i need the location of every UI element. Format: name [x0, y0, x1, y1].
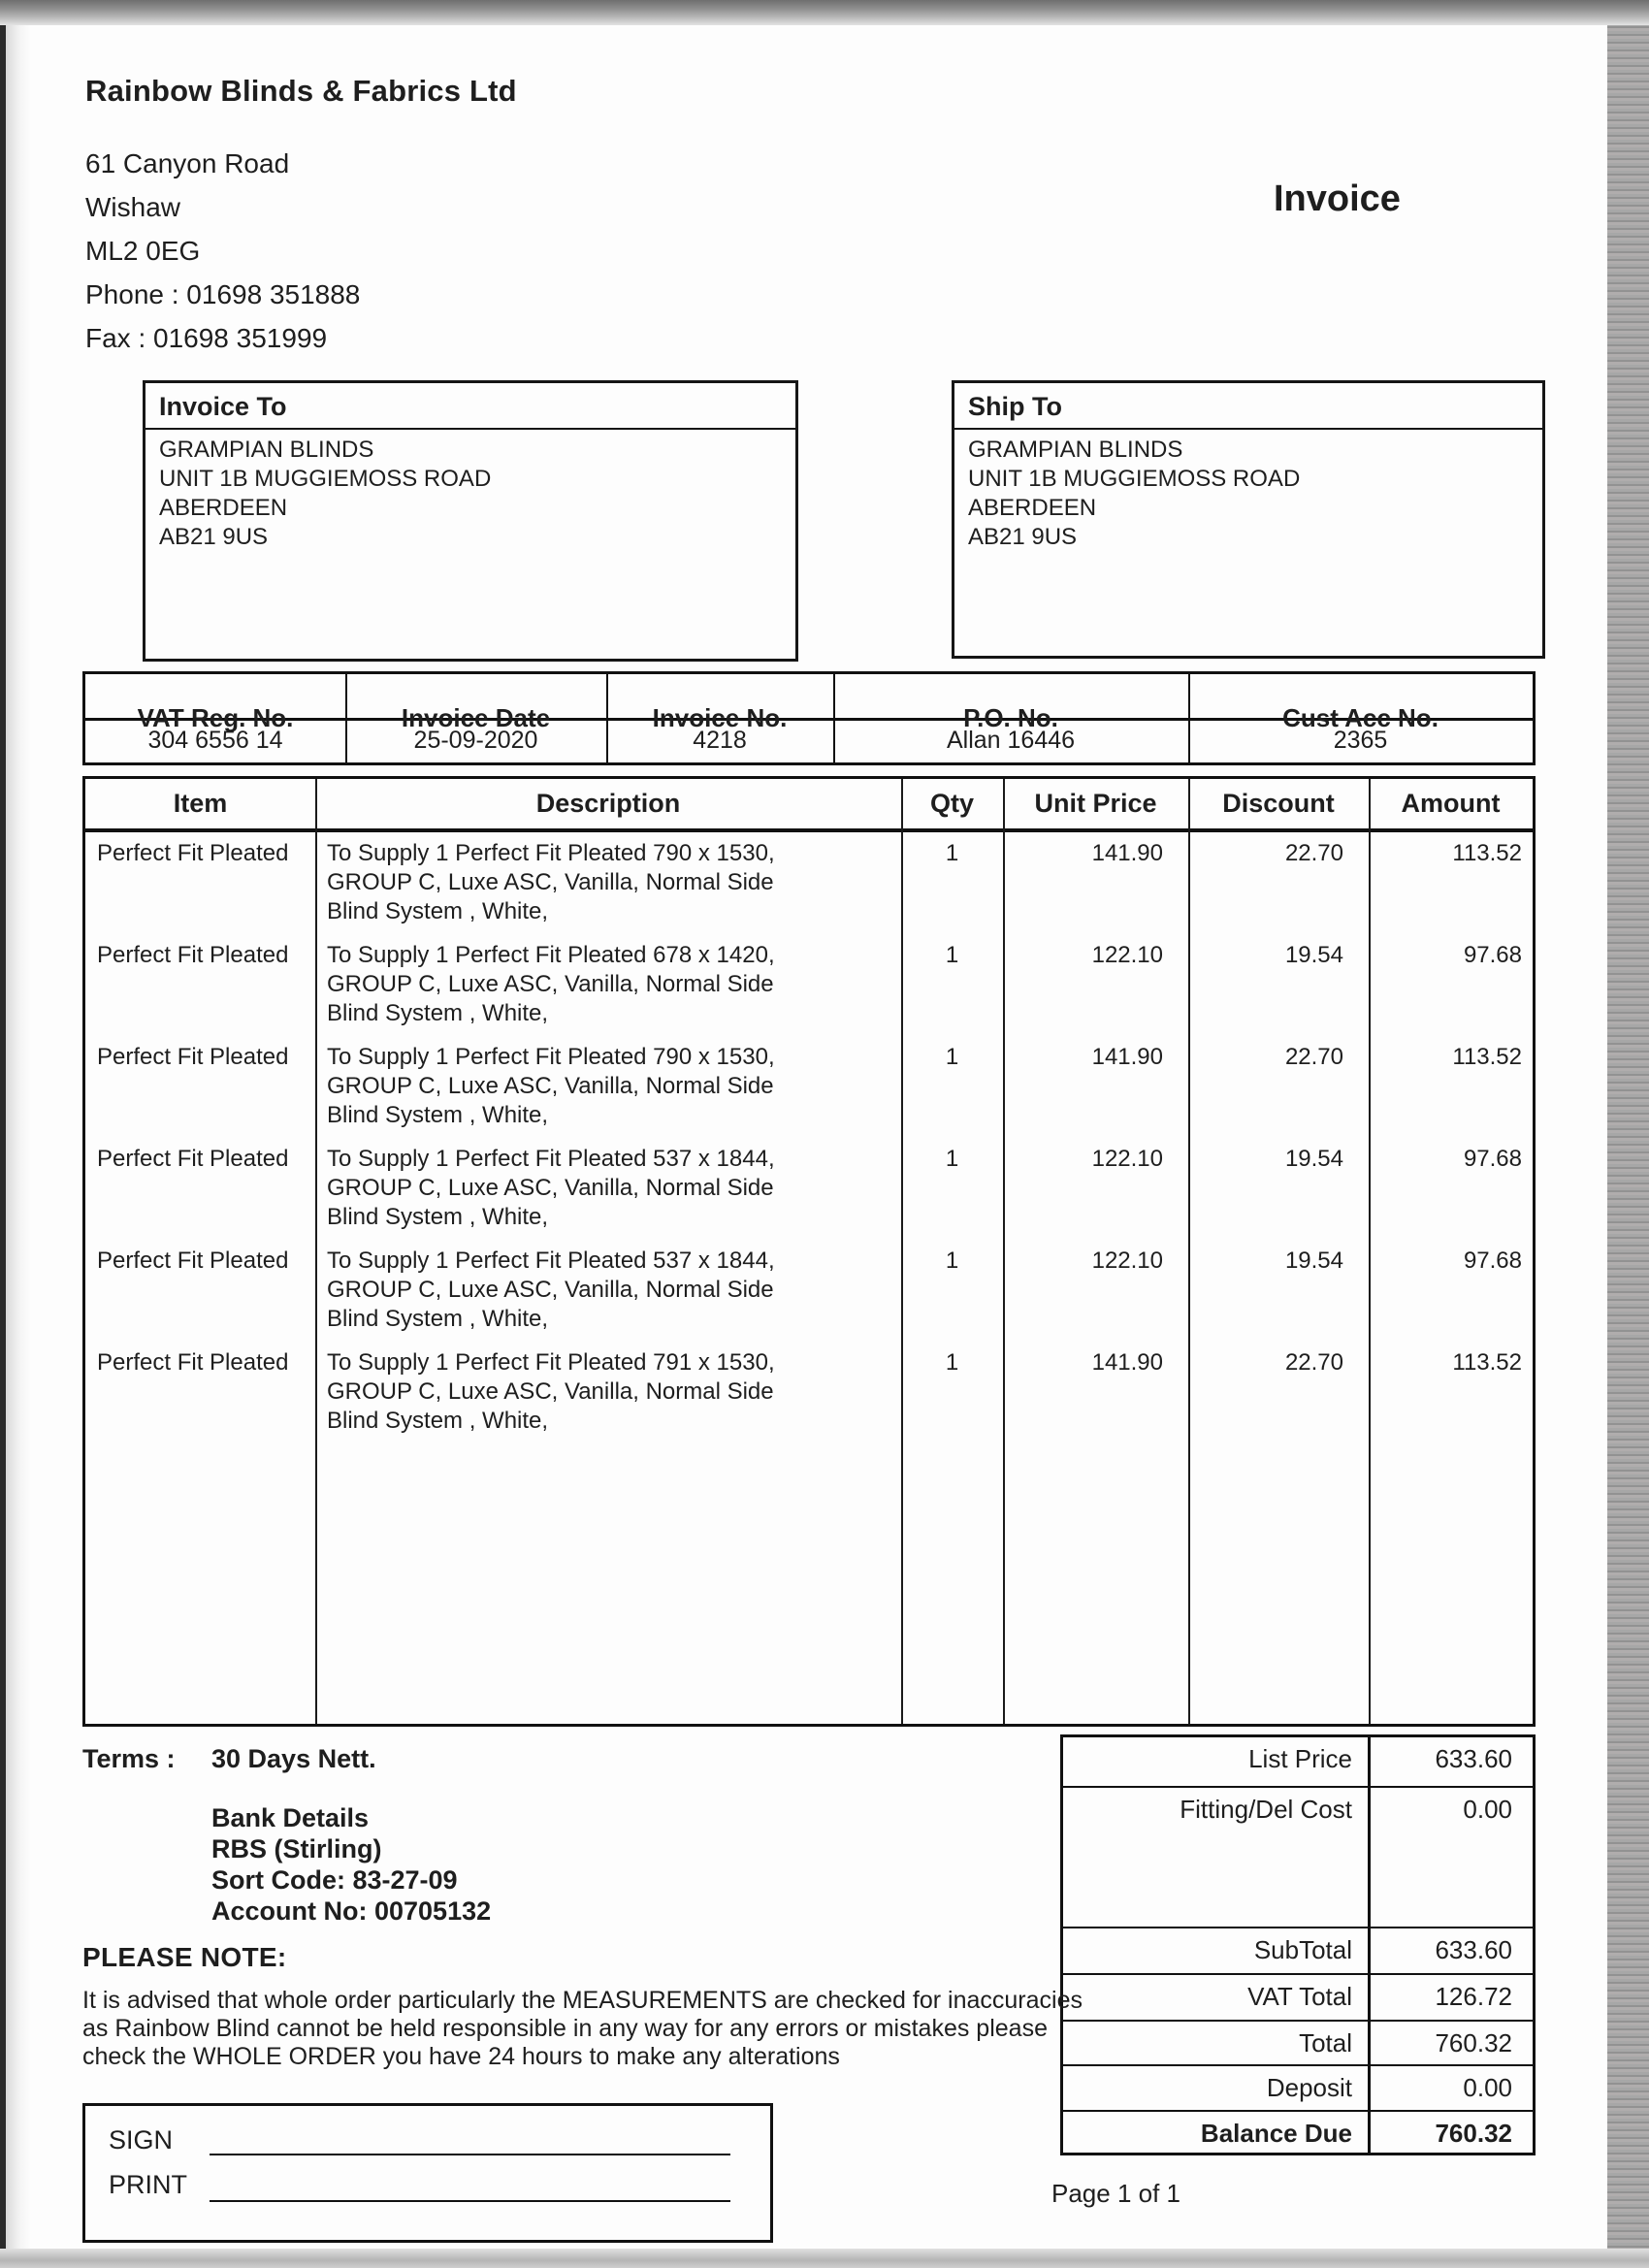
signature-box	[82, 2103, 773, 2243]
item-qty: 1	[945, 942, 959, 968]
item-description: To Supply 1 Perfect Fit Pleated 678 x 1420, GROUP C, Luxe ASC, Vanilla, Normal Side Blind System , White,	[327, 942, 775, 1026]
meta-value-vat-reg: 304 6556 14	[147, 726, 283, 754]
item-description: To Supply 1 Perfect Fit Pleated 537 x 1844, GROUP C, Luxe ASC, Vanilla, Normal Side Blind System , White,	[327, 1146, 775, 1230]
scan-edge-left-fade	[6, 0, 31, 2268]
items-header-description: Description	[535, 789, 681, 818]
totals-value: 633.60	[1435, 1935, 1512, 1964]
ship-to-box	[952, 380, 1545, 659]
totals-label: SubTotal	[1253, 1935, 1352, 1964]
table-row	[85, 1145, 1538, 1247]
bank-name: RBS (Stirling)	[211, 1834, 382, 1863]
bank-details	[211, 1802, 491, 1927]
totals-label: Balance Due	[1200, 2119, 1352, 2148]
totals-label: Fitting/Del Cost	[1180, 1795, 1352, 1824]
totals-label: Deposit	[1266, 2073, 1352, 2102]
ship-to-line: ABERDEEN	[968, 495, 1097, 521]
totals-value: 0.00	[1463, 2073, 1512, 2102]
company-address	[85, 142, 360, 360]
item-description: To Supply 1 Perfect Fit Pleated 790 x 1530, GROUP C, Luxe ASC, Vanilla, Normal Side Blind System , White,	[327, 840, 775, 924]
invoice-to-box	[143, 380, 798, 662]
item-amount: 113.52	[1452, 1044, 1522, 1070]
meta-header-invoice-no: Invoice No.	[652, 703, 788, 732]
item-unit-price: 141.90	[1091, 1349, 1163, 1376]
bank-details-heading: Bank Details	[211, 1803, 370, 1832]
item-name: Perfect Fit Pleated	[97, 1146, 289, 1172]
ship-to-address	[954, 430, 1542, 552]
item-qty: 1	[945, 1349, 959, 1376]
totals-row-subtotal	[1063, 1928, 1533, 1975]
meta-header-invoice-date: Invoice Date	[401, 703, 551, 732]
document-title: Invoice	[1274, 178, 1401, 219]
address-line-phone: Phone : 01698 351888	[85, 279, 361, 309]
items-header-amount: Amount	[1401, 789, 1501, 818]
totals-row-total	[1063, 2022, 1533, 2066]
item-unit-price: 122.10	[1091, 942, 1163, 968]
bank-sort-code: Sort Code: 83-27-09	[211, 1865, 458, 1895]
scan-edge-right	[1607, 0, 1649, 2268]
item-amount: 97.68	[1463, 1247, 1522, 1274]
page-number: Page 1 of 1	[1051, 2179, 1180, 2208]
item-discount: 19.54	[1284, 1146, 1343, 1172]
meta-value-invoice-date: 25-09-2020	[413, 726, 538, 754]
meta-divider	[345, 674, 347, 762]
table-row	[85, 941, 1538, 1043]
totals-value: 760.32	[1435, 2119, 1512, 2148]
totals-value: 126.72	[1435, 1982, 1512, 2011]
item-name: Perfect Fit Pleated	[97, 942, 289, 968]
table-row	[85, 1247, 1538, 1348]
terms-value: 30 Days Nett.	[211, 1744, 376, 1773]
ship-to-line: AB21 9US	[968, 524, 1078, 550]
items-header-unit-price: Unit Price	[1034, 789, 1157, 818]
item-unit-price: 122.10	[1091, 1146, 1163, 1172]
address-line: 61 Canyon Road	[85, 148, 290, 178]
item-unit-price: 141.90	[1091, 840, 1163, 866]
meta-value-cust-acc: 2365	[1333, 726, 1388, 754]
totals-value: 0.00	[1463, 1795, 1512, 1824]
scan-edge-bottom	[0, 2249, 1649, 2268]
item-amount: 97.68	[1463, 942, 1522, 968]
ship-to-line: UNIT 1B MUGGIEMOSS ROAD	[968, 466, 1301, 492]
print-line	[210, 2200, 730, 2202]
item-name: Perfect Fit Pleated	[97, 840, 289, 866]
item-qty: 1	[945, 840, 959, 866]
items-header-item: Item	[173, 789, 228, 818]
meta-value-invoice-no: 4218	[693, 726, 747, 754]
table-row	[85, 1043, 1538, 1145]
print-label: PRINT	[109, 2170, 187, 2199]
items-header-discount: Discount	[1222, 789, 1335, 818]
totals-label: Total	[1299, 2028, 1352, 2057]
company-name: Rainbow Blinds & Fabrics Ltd	[85, 74, 517, 108]
invoice-to-line: AB21 9US	[159, 524, 269, 550]
item-description: To Supply 1 Perfect Fit Pleated 790 x 1530, GROUP C, Luxe ASC, Vanilla, Normal Side Blind System , White,	[327, 1044, 775, 1128]
item-description: To Supply 1 Perfect Fit Pleated 791 x 1530, GROUP C, Luxe ASC, Vanilla, Normal Side Blind System , White,	[327, 1349, 775, 1434]
meta-value-po-no: Allan 16446	[946, 726, 1076, 754]
item-qty: 1	[945, 1146, 959, 1172]
totals-row-fitting	[1063, 1788, 1533, 1928]
item-discount: 19.54	[1284, 942, 1343, 968]
item-discount: 22.70	[1284, 1044, 1343, 1070]
line-items-table	[82, 776, 1536, 1727]
meta-divider	[606, 674, 608, 762]
item-amount: 113.52	[1452, 840, 1522, 866]
address-line-fax: Fax : 01698 351999	[85, 323, 328, 353]
item-discount: 22.70	[1284, 1349, 1343, 1376]
item-discount: 19.54	[1284, 1247, 1343, 1274]
invoice-to-line: GRAMPIAN BLINDS	[159, 437, 374, 463]
please-note-body: It is advised that whole order particularly the MEASUREMENTS are checked for inaccuracies as Rainbow Blind cannot be held responsible in any way for any errors or mistakes please check the WHOLE ORDER you have 24 hours to make any alterations	[82, 1987, 1083, 2070]
please-note-heading: PLEASE NOTE:	[82, 1942, 287, 1972]
item-name: Perfect Fit Pleated	[97, 1349, 289, 1376]
address-line: Wishaw	[85, 192, 181, 222]
totals-row-list-price	[1063, 1737, 1533, 1788]
scan-edge-top	[0, 0, 1649, 25]
item-description: To Supply 1 Perfect Fit Pleated 537 x 1844, GROUP C, Luxe ASC, Vanilla, Normal Side Blind System , White,	[327, 1247, 775, 1332]
meta-divider	[833, 674, 835, 762]
invoice-to-address	[146, 430, 795, 552]
item-name: Perfect Fit Pleated	[97, 1247, 289, 1274]
totals-row-vat	[1063, 1975, 1533, 2022]
address-line: ML2 0EG	[85, 236, 201, 266]
items-header-qty: Qty	[929, 789, 974, 818]
table-row	[85, 839, 1538, 941]
item-qty: 1	[945, 1044, 959, 1070]
ship-to-label: Ship To	[954, 383, 1542, 430]
meta-header-cust-acc: Cust Acc No.	[1282, 703, 1439, 732]
invoice-meta-table	[82, 671, 1536, 765]
totals-row-deposit	[1063, 2066, 1533, 2112]
totals-box	[1060, 1734, 1536, 2155]
invoice-to-line: ABERDEEN	[159, 495, 288, 521]
item-name: Perfect Fit Pleated	[97, 1044, 289, 1070]
terms-label: Terms :	[82, 1744, 176, 1773]
item-unit-price: 122.10	[1091, 1247, 1163, 1274]
meta-divider	[1188, 674, 1190, 762]
totals-value: 760.32	[1435, 2028, 1512, 2057]
sign-label: SIGN	[109, 2125, 174, 2155]
item-amount: 113.52	[1452, 1349, 1522, 1376]
sign-line	[210, 2154, 730, 2155]
item-amount: 97.68	[1463, 1146, 1522, 1172]
ship-to-line: GRAMPIAN BLINDS	[968, 437, 1183, 463]
table-row	[85, 1348, 1538, 1450]
item-discount: 22.70	[1284, 840, 1343, 866]
item-unit-price: 141.90	[1091, 1044, 1163, 1070]
totals-label: VAT Total	[1247, 1982, 1352, 2011]
bank-account-no: Account No: 00705132	[211, 1896, 492, 1926]
meta-header-vat-reg: VAT Reg. No.	[137, 703, 294, 732]
items-header-divider	[85, 828, 1533, 832]
totals-value: 633.60	[1435, 1744, 1512, 1773]
invoice-to-line: UNIT 1B MUGGIEMOSS ROAD	[159, 466, 492, 492]
item-qty: 1	[945, 1247, 959, 1274]
invoice-to-label: Invoice To	[146, 383, 795, 430]
totals-label: List Price	[1248, 1744, 1352, 1773]
totals-row-balance-due	[1063, 2112, 1533, 2155]
meta-header-po-no: P.O. No.	[963, 703, 1058, 732]
